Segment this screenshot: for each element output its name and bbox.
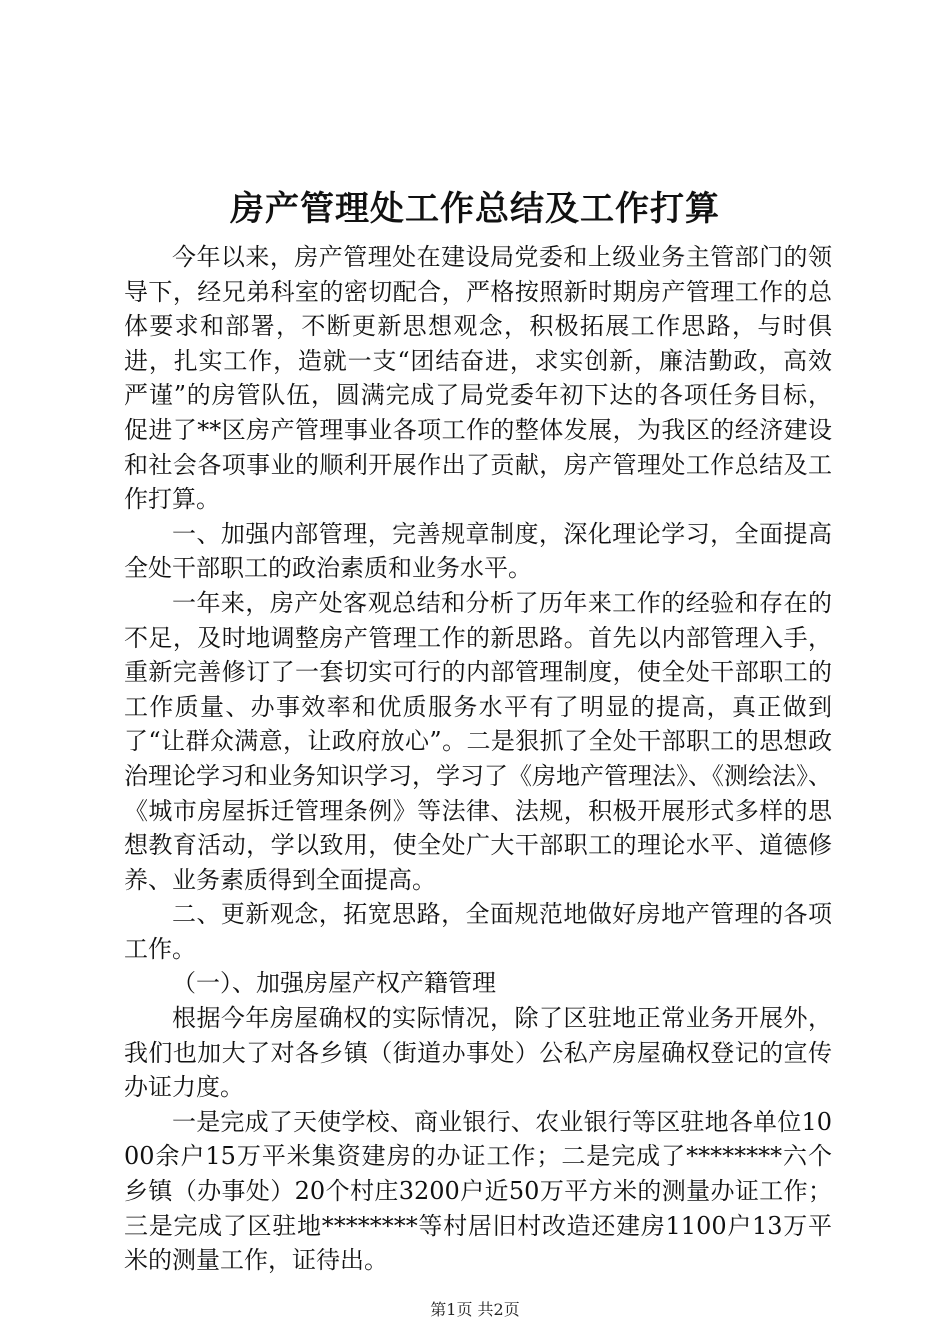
- paragraph-intro: 今年以来，房产管理处在建设局党委和上级业务主管部门的领导下，经兄弟科室的密切配合，严格按照新时期房产管理工作的总体要求和部署，不断更新思想观念，积极拓展工作思路，与时俱进，扎实工作，造就一支“团结奋进，求实创新，廉洁勤政，高效严谨”的房管队伍，圆满完成了局党委年初下达的各项任务目标，促进了**区房产管理事业各项工作的整体发展，为我区的经济建设和社会各项事业的顺利开展作出了贡献，房产管理处工作总结及工作打算。: [124, 243, 832, 514]
- paragraph-achievements: 一是完成了天使学校、商业银行、农业银行等区驻地各单位1000余户15万平米集资建房的办证工作；二是完成了********六个乡镇（办事处）20个村庄3200户近50万平方米的测量办证工作；三是完成了区驻地********等村居旧村改造还建房1100户13万平米的测量工作，证待出。: [124, 1107, 832, 1275]
- paragraph-subsection-heading: （一）、加强房屋产权产籍管理: [172, 969, 496, 998]
- paragraph-section-one-body: 一年来，房产处客观总结和分析了历年来工作的经验和存在的不足，及时地调整房产管理工作的新思路。首先以内部管理入手，重新完善修订了一套切实可行的内部管理制度，使全处干部职工的工作质量、办事效率和优质服务水平有了明显的提高，真正做到了“让群众满意，让政府放心”。二是狠抓了全处干部职工的思想政治理论学习和业务知识学习，学习了《房地产管理法》、《测绘法》、《城市房屋拆迁管理条例》等法律、法规，积极开展形式多样的思想教育活动，学以致用，使全处广大干部职工的理论水平、道德修养、业务素质得到全面提高。: [124, 588, 832, 894]
- paragraph-subsection-body: 根据今年房屋确权的实际情况，除了区驻地正常业务开展外，我们也加大了对各乡镇（街道办事处）公私产房屋确权登记的宣传办证力度。: [124, 1004, 832, 1102]
- page-footer: 第1页 共2页: [430, 1300, 520, 1319]
- document-body: [124, 240, 832, 1278]
- document-title: 房产管理处工作总结及工作打算: [230, 189, 720, 229]
- paragraph-section-two-heading: 二、更新观念，拓宽思路，全面规范地做好房地产管理的各项工作。: [124, 900, 832, 963]
- paragraph-section-one-heading: 一、加强内部管理，完善规章制度，深化理论学习，全面提高全处干部职工的政治素质和业务水平。: [124, 519, 832, 583]
